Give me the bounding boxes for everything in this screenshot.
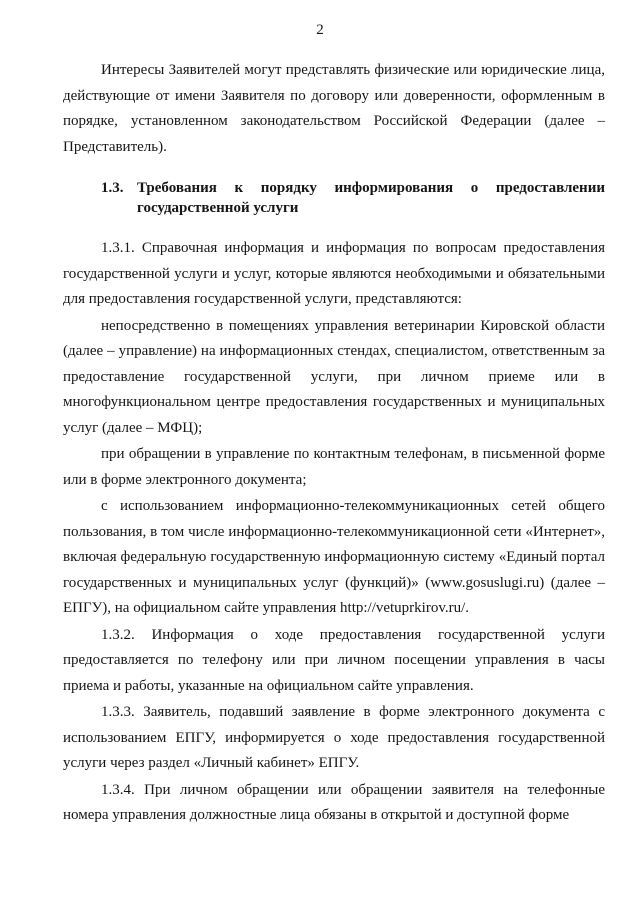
section-heading-number: 1.3. — [101, 180, 124, 196]
paragraph-in-premises: непосредственно в помещениях управления ветеринарии Кировской области (далее – управление) на информационных стендах, специалистом, ответственным за предоставление государственной услуги, при личном приеме или в многофункциональном центре предоставления государственных и муниципальных услуг (далее – МФЦ); — [63, 317, 605, 436]
paragraph-1-3-1: 1.3.1. Справочная информация и информация по вопросам предоставления государственной услуги и услуг, которые являются необходимыми и обязательными для предоставления государственной услуги, представляются: — [63, 240, 605, 307]
paragraph-internet: с использованием информационно-телекоммуникационных сетей общего пользования, в том числе информационно-телекоммуникационной сети «Интернет», включая федеральную государственную информационную систему «Единый портал государственных и муниципальных услуг (функций)» (www.gosuslugi.ru) (далее – ЕПГУ), на официальном сайте управления http://vetuprkirov.ru/. — [63, 498, 605, 616]
paragraph-representatives: Интересы Заявителей могут представлять физические или юридические лица, действующие от имени Заявителя по договору или доверенности, оформленным в порядке, установленном законодательством Российской Федерации (далее – Представитель). — [63, 62, 605, 155]
section-heading-line-2: государственной услуги — [137, 200, 299, 216]
paragraph-by-phone: при обращении в управление по контактным телефонам, в письменной форме или в форме электронного документа; — [63, 446, 605, 488]
section-heading-line-1: Требования к порядку информирования о предоставлении — [137, 180, 605, 196]
page-number: 2 — [316, 22, 324, 38]
section-heading — [63, 178, 605, 218]
paragraph-1-3-3: 1.3.3. Заявитель, подавший заявление в форме электронного документа с использованием ЕПГУ, информируется о ходе предоставления государственной услуги через раздел «Личный кабинет» ЕПГУ. — [63, 704, 605, 771]
document-body — [63, 58, 605, 830]
section-heading-title — [131, 178, 605, 218]
paragraph-1-3-2: 1.3.2. Информация о ходе предоставления государственной услуги предоставляется по телефону или при личном посещении управления в часы приема и работы, указанные на официальном сайте управления. — [63, 626, 605, 694]
paragraph-1-3-4: 1.3.4. При личном обращении или обращении заявителя на телефонные номера управления должностные лица обязаны в открытой и доступной форме — [63, 781, 605, 823]
